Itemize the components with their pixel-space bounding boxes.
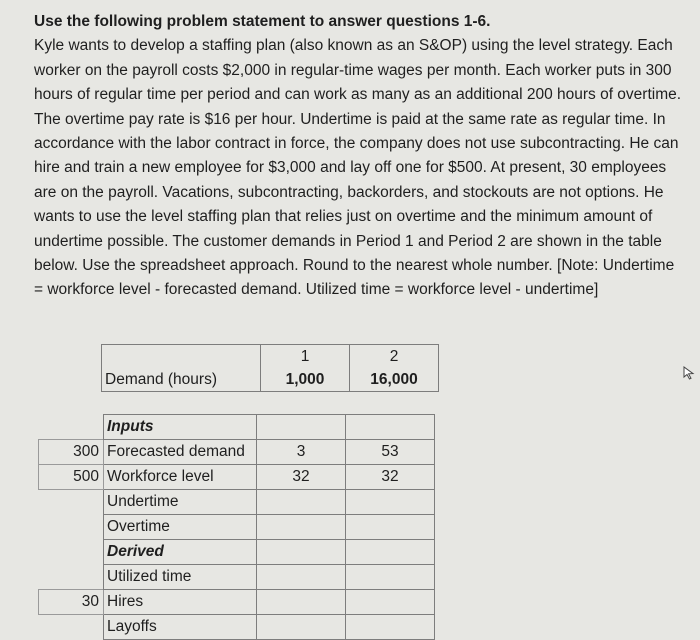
demand-table [101,344,439,392]
overtime-p1[interactable] [257,515,346,540]
row-label: Hires [104,590,257,615]
workforce-level-p1[interactable]: 32 [257,465,346,490]
period-1-header: 1 [261,345,350,369]
utilized-time-p1[interactable] [257,565,346,590]
period-2-header: 2 [350,345,439,369]
param-cell[interactable]: 30 [39,590,104,615]
problem-body: Kyle wants to develop a staffing plan (also known as an S&OP) using the level strategy. Each worker on the payroll costs $2,000 in regular-time wages per month. Each worker puts in 300 hours of regular time per period and can work as many as an additional 200 hours of overtime. The overtime pay rate is $16 per hour. Undertime is paid at the same rate as regular time. In accordance with the labor contract in force, the company does not use subcontracting. He can hire and train a new employee for $3,000 and lay off one for $500. At present, 30 employees are on the payroll. Vacations, subcontracting, backorders, and stockouts are not options. He wants to use the level staffing plan that relies just on overtime and the minimum amount of undertime possible. The customer demands in Period 1 and Period 2 are shown in the table below. Use the spreadsheet approach. Round to the nearest whole number. [Note: Undertime = workforce level - forecasted demand. Utilized time = workforce level - undertime] [34,37,682,299]
table-row [39,490,435,515]
problem-statement [34,10,684,303]
problem-title: Use the following problem statement to answer questions 1-6. [34,13,491,30]
layoffs-p1[interactable] [257,615,346,640]
utilized-time-p2[interactable] [346,565,435,590]
input-table [38,414,435,640]
table-row [39,440,435,465]
derived-header-row [39,540,435,565]
inputs-header: Inputs [104,415,257,440]
table-row [39,590,435,615]
row-label: Workforce level [104,465,257,490]
hires-p1[interactable] [257,590,346,615]
demand-values-row [102,368,439,392]
overtime-p2[interactable] [346,515,435,540]
mouse-pointer-icon [683,366,695,380]
demand-period-2[interactable]: 16,000 [350,368,439,392]
table-row [39,465,435,490]
table-row [39,515,435,540]
forecasted-demand-p2[interactable]: 53 [346,440,435,465]
row-label: Overtime [104,515,257,540]
layoffs-p2[interactable] [346,615,435,640]
demand-row-label: Demand (hours) [102,368,261,392]
demand-header-row [102,345,439,369]
row-label: Utilized time [104,565,257,590]
row-label: Layoffs [104,615,257,640]
hires-p2[interactable] [346,590,435,615]
undertime-p2[interactable] [346,490,435,515]
undertime-p1[interactable] [257,490,346,515]
param-cell[interactable]: 500 [39,465,104,490]
derived-header: Derived [104,540,257,565]
table-row [39,565,435,590]
param-cell[interactable]: 300 [39,440,104,465]
table-row [39,615,435,640]
row-label: Undertime [104,490,257,515]
forecasted-demand-p1[interactable]: 3 [257,440,346,465]
workforce-level-p2[interactable]: 32 [346,465,435,490]
demand-period-1[interactable]: 1,000 [261,368,350,392]
row-label: Forecasted demand [104,440,257,465]
demand-header-blank [102,345,261,369]
inputs-header-row [39,415,435,440]
